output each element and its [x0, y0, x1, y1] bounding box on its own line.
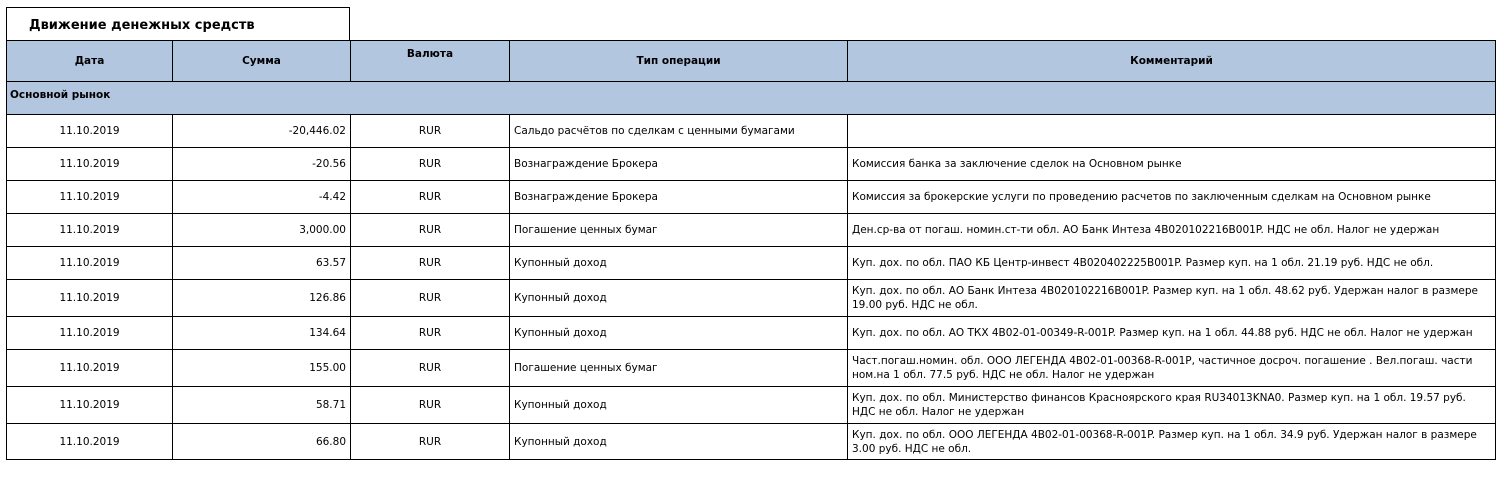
cell-type: Сальдо расчётов по сделкам с ценными бумагами [510, 115, 848, 148]
table-row [7, 280, 1496, 317]
cell-currency: RUR [351, 214, 510, 247]
cell-comment: Ден.ср-ва от погаш. номин.ст-ти обл. АО Банк Интеза 4B020102216B001P. НДС не обл. Налог не удержан [848, 214, 1496, 247]
cell-comment: Комиссия банка за заключение сделок на Основном рынке [848, 148, 1496, 181]
cash-flow-table [6, 40, 1496, 460]
cell-currency: RUR [351, 280, 510, 317]
cell-date: 11.10.2019 [7, 214, 173, 247]
column-header-amount: Сумма [173, 41, 351, 82]
cell-comment: Куп. дох. по обл. ПАО КБ Центр-инвест 4B020402225B001P. Размер куп. на 1 обл. 21.19 руб. НДС не обл. [848, 247, 1496, 280]
cell-comment: Куп. дох. по обл. ООО ЛЕГЕНДА 4B02-01-00368-R-001P. Размер куп. на 1 обл. 34.9 руб. Удержан налог в размере 3.00 руб. НДС не обл. [848, 424, 1496, 460]
table-row [7, 387, 1496, 424]
table-row [7, 247, 1496, 280]
table-row [7, 424, 1496, 460]
table-row [7, 148, 1496, 181]
cell-comment: Куп. дох. по обл. АО ТКХ 4B02-01-00349-R-001P. Размер куп. на 1 обл. 44.88 руб. НДС не обл. Налог не удержан [848, 317, 1496, 350]
table-row [7, 214, 1496, 247]
cell-currency: RUR [351, 247, 510, 280]
column-header-type: Тип операции [510, 41, 848, 82]
cell-type: Вознаграждение Брокера [510, 181, 848, 214]
table-row [7, 181, 1496, 214]
cell-date: 11.10.2019 [7, 387, 173, 424]
cell-currency: RUR [351, 387, 510, 424]
cell-currency: RUR [351, 148, 510, 181]
cell-comment: Куп. дох. по обл. Министерство финансов Красноярского края RU34013KNA0. Размер куп. на 1 обл. 19.57 руб. НДС не обл. Налог не удержан [848, 387, 1496, 424]
cell-date: 11.10.2019 [7, 115, 173, 148]
header-row [7, 41, 1496, 82]
cell-amount: -4.42 [173, 181, 351, 214]
cell-currency: RUR [351, 115, 510, 148]
cell-date: 11.10.2019 [7, 148, 173, 181]
cell-comment: Комиссия за брокерские услуги по проведению расчетов по заключенным сделкам на Основном рынке [848, 181, 1496, 214]
cell-comment: Куп. дох. по обл. АО Банк Интеза 4B020102216B001P. Размер куп. на 1 обл. 48.62 руб. Удержан налог в размере 19.00 руб. НДС не обл. [848, 280, 1496, 317]
cell-amount: 66.80 [173, 424, 351, 460]
cell-type: Купонный доход [510, 317, 848, 350]
cell-amount: 126.86 [173, 280, 351, 317]
report-title: Движение денежных средств [6, 7, 350, 41]
cell-type: Погашение ценных бумаг [510, 214, 848, 247]
cell-currency: RUR [351, 317, 510, 350]
cell-comment [848, 115, 1496, 148]
section-label: Основной рынок [7, 82, 1496, 115]
cell-amount: 3,000.00 [173, 214, 351, 247]
cell-currency: RUR [351, 181, 510, 214]
table-row [7, 317, 1496, 350]
cell-date: 11.10.2019 [7, 317, 173, 350]
section-row [7, 82, 1496, 115]
cell-date: 11.10.2019 [7, 247, 173, 280]
table-row [7, 350, 1496, 387]
cell-type: Вознаграждение Брокера [510, 148, 848, 181]
cell-currency: RUR [351, 350, 510, 387]
cell-comment: Част.погаш.номин. обл. ООО ЛЕГЕНДА 4B02-01-00368-R-001P, частичное досроч. погашение . Вел.погаш. части ном.на 1 обл. 77.5 руб. НДС не обл. Налог не удержан [848, 350, 1496, 387]
cell-date: 11.10.2019 [7, 424, 173, 460]
cell-type: Купонный доход [510, 387, 848, 424]
cell-type: Погашение ценных бумаг [510, 350, 848, 387]
cell-date: 11.10.2019 [7, 350, 173, 387]
cell-amount: 134.64 [173, 317, 351, 350]
cell-type: Купонный доход [510, 247, 848, 280]
cell-amount: 58.71 [173, 387, 351, 424]
cell-date: 11.10.2019 [7, 280, 173, 317]
cell-type: Купонный доход [510, 424, 848, 460]
column-header-comment: Комментарий [848, 41, 1496, 82]
column-header-date: Дата [7, 41, 173, 82]
cell-amount: 155.00 [173, 350, 351, 387]
cell-amount: -20,446.02 [173, 115, 351, 148]
cell-amount: 63.57 [173, 247, 351, 280]
cell-type: Купонный доход [510, 280, 848, 317]
cell-amount: -20.56 [173, 148, 351, 181]
column-header-currency: Валюта [351, 41, 510, 82]
cell-date: 11.10.2019 [7, 181, 173, 214]
table-row [7, 115, 1496, 148]
cell-currency: RUR [351, 424, 510, 460]
